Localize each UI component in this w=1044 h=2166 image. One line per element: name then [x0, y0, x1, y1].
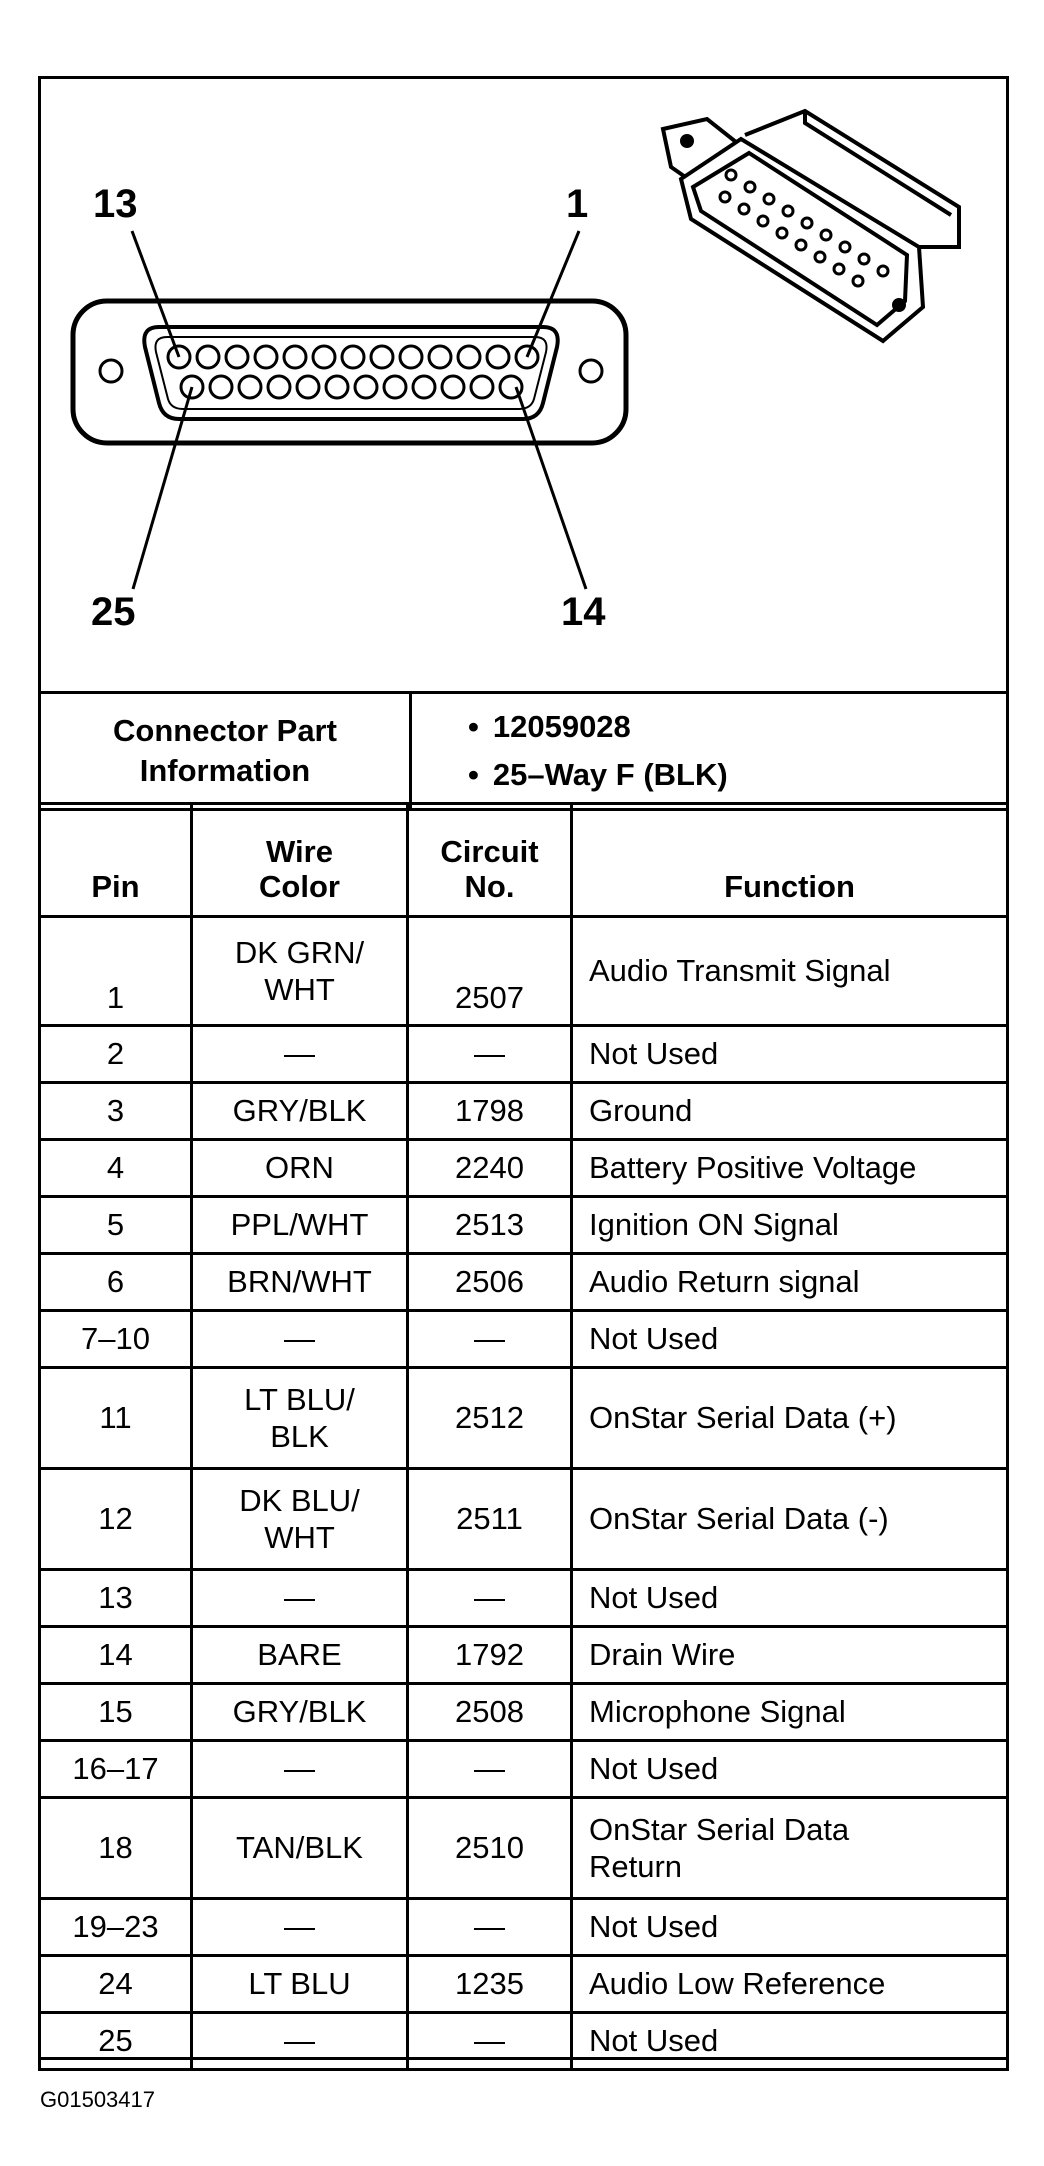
wire-color-cell: GRY/BLK — [192, 1684, 408, 1741]
pin-label-25: 25 — [91, 590, 136, 634]
pin-socket — [487, 346, 509, 368]
circuit-cell: 2240 — [408, 1140, 572, 1197]
function-cell: Not Used — [572, 1026, 1008, 1083]
pin-cell: 12 — [40, 1469, 192, 1570]
connector-info-label — [40, 693, 411, 810]
circuit-cell: — — [408, 2013, 572, 2070]
circuit-cell: 2513 — [408, 1197, 572, 1254]
wire-color-cell: — — [192, 1026, 408, 1083]
leader-line-1 — [527, 231, 579, 357]
table-row — [40, 1083, 1008, 1140]
connector-shell — [73, 301, 626, 443]
pin-socket — [371, 346, 393, 368]
wire-color-line2: BLK — [270, 1419, 329, 1454]
circuit-cell: 1792 — [408, 1627, 572, 1684]
function-cell: Not Used — [572, 1311, 1008, 1368]
pin-cell: 15 — [40, 1684, 192, 1741]
connector-face — [144, 327, 557, 419]
pin-cell: 25 — [40, 2013, 192, 2070]
connector-info-values — [411, 693, 1008, 810]
wire-color-cell: TAN/BLK — [192, 1798, 408, 1899]
connector-diagram — [41, 79, 1006, 691]
pin-socket — [471, 376, 493, 398]
circuit-cell: 2507 — [408, 917, 572, 1026]
circuit-cell: — — [408, 1570, 572, 1627]
pin-cell: 5 — [40, 1197, 192, 1254]
pin-socket — [297, 376, 319, 398]
wire-color-line2: WHT — [264, 1520, 335, 1555]
function-cell: Not Used — [572, 2013, 1008, 2070]
pin-cell: 14 — [40, 1627, 192, 1684]
pin-cell: 13 — [40, 1570, 192, 1627]
circuit-cell: 1235 — [408, 1956, 572, 2013]
wire-color-cell — [192, 1368, 408, 1469]
circuit-cell: — — [408, 1026, 572, 1083]
header-circuit-line1: Circuit — [440, 833, 539, 869]
wire-color-cell — [192, 1469, 408, 1570]
pin-cell: 2 — [40, 1026, 192, 1083]
pin-cell: 1 — [40, 917, 192, 1026]
header-wire-line2: Color — [259, 869, 340, 905]
table-row — [40, 1254, 1008, 1311]
table-row — [40, 917, 1008, 1026]
pin-socket — [384, 376, 406, 398]
pinout-table — [38, 802, 1009, 2071]
table-row — [40, 1741, 1008, 1798]
pin-socket — [313, 346, 335, 368]
function-cell: Drain Wire — [572, 1627, 1008, 1684]
circuit-cell: 2511 — [408, 1469, 572, 1570]
pin-socket — [342, 346, 364, 368]
pin-cell: 18 — [40, 1798, 192, 1899]
pin-cell: 3 — [40, 1083, 192, 1140]
circuit-cell: 2508 — [408, 1684, 572, 1741]
wire-color-line2: WHT — [264, 972, 335, 1007]
pin-socket — [429, 346, 451, 368]
pin-socket — [268, 376, 290, 398]
table-row — [40, 1627, 1008, 1684]
pin-socket — [326, 376, 348, 398]
circuit-cell: 2506 — [408, 1254, 572, 1311]
circuit-cell: 1798 — [408, 1083, 572, 1140]
table-row — [40, 1311, 1008, 1368]
table-row — [40, 1684, 1008, 1741]
table-row — [40, 1368, 1008, 1469]
function-cell — [572, 1798, 1008, 1899]
wire-color-line1: DK GRN/ — [234, 934, 365, 970]
wire-color-cell: LT BLU — [192, 1956, 408, 2013]
function-cell: Audio Return signal — [572, 1254, 1008, 1311]
function-cell: Microphone Signal — [572, 1684, 1008, 1741]
circuit-cell: 2512 — [408, 1368, 572, 1469]
pin-socket — [284, 346, 306, 368]
wire-color-cell: — — [192, 1899, 408, 1956]
figure-id: G01503417 — [40, 2087, 155, 2112]
pin-socket — [442, 376, 464, 398]
wire-color-cell: — — [192, 1741, 408, 1798]
circuit-cell: 2510 — [408, 1798, 572, 1899]
function-line2: Return — [589, 1849, 683, 1884]
wire-color-cell: — — [192, 1311, 408, 1368]
table-row — [40, 1570, 1008, 1627]
pin-cell: 24 — [40, 1956, 192, 2013]
header-pin: Pin — [40, 804, 192, 917]
function-cell: OnStar Serial Data (-) — [572, 1469, 1008, 1570]
pin-socket — [458, 346, 480, 368]
table-row — [40, 1798, 1008, 1899]
pin-cell: 4 — [40, 1140, 192, 1197]
circuit-cell: — — [408, 1741, 572, 1798]
wire-color-cell: PPL/WHT — [192, 1197, 408, 1254]
header-function: Function — [572, 804, 1008, 917]
function-cell: Audio Transmit Signal — [572, 917, 1008, 1026]
table-row — [40, 1026, 1008, 1083]
function-cell: Battery Positive Voltage — [572, 1140, 1008, 1197]
connector-part-number: • 12059028 — [468, 703, 1006, 751]
header-wire-color — [192, 804, 408, 917]
wire-color-cell — [192, 917, 408, 1026]
wire-color-cell: BARE — [192, 1627, 408, 1684]
wire-color-cell: BRN/WHT — [192, 1254, 408, 1311]
pin-socket — [400, 346, 422, 368]
header-circuit-line2: No. — [464, 869, 515, 905]
pin-label-1: 1 — [566, 182, 589, 226]
connector-info-label-line1: Connector Part — [113, 712, 337, 748]
pin-socket — [226, 346, 248, 368]
function-cell: Not Used — [572, 1899, 1008, 1956]
leader-line-25 — [133, 387, 192, 589]
pin-socket — [355, 376, 377, 398]
connector-face-drawing — [41, 79, 1006, 691]
mounting-hole-right — [580, 360, 602, 382]
pin-cell: 16–17 — [40, 1741, 192, 1798]
connector-type: • 25–Way F (BLK) — [468, 751, 1006, 799]
pin-cell: 6 — [40, 1254, 192, 1311]
table-row — [40, 2013, 1008, 2070]
function-cell: Not Used — [572, 1741, 1008, 1798]
connector-figure — [38, 76, 1009, 2060]
pin-label-14: 14 — [561, 590, 606, 634]
pin-label-13: 13 — [93, 182, 138, 226]
pin-cell: 11 — [40, 1368, 192, 1469]
pin-cell: 7–10 — [40, 1311, 192, 1368]
table-row — [40, 1899, 1008, 1956]
function-cell: Ground — [572, 1083, 1008, 1140]
leader-line-14 — [516, 387, 586, 589]
pin-socket — [413, 376, 435, 398]
table-row — [40, 1469, 1008, 1570]
wire-color-cell: ORN — [192, 1140, 408, 1197]
pin-socket — [239, 376, 261, 398]
pin-socket — [210, 376, 232, 398]
function-cell: Ignition ON Signal — [572, 1197, 1008, 1254]
table-row — [40, 1140, 1008, 1197]
pinout-header-row — [40, 804, 1008, 917]
leader-line-13 — [132, 231, 179, 357]
wire-color-cell: — — [192, 2013, 408, 2070]
function-line1: OnStar Serial Data — [589, 1811, 850, 1847]
table-row — [40, 1956, 1008, 2013]
table-row — [40, 1197, 1008, 1254]
wire-color-line1: DK BLU/ — [239, 1482, 360, 1518]
connector-info-label-line2: Information — [139, 753, 311, 788]
connector-info-table — [38, 691, 1009, 811]
wire-color-line1: LT BLU/ — [244, 1381, 355, 1417]
mounting-hole-left — [100, 360, 122, 382]
header-circuit-no — [408, 804, 572, 917]
circuit-cell: — — [408, 1311, 572, 1368]
function-cell: Not Used — [572, 1570, 1008, 1627]
header-wire-line1: Wire — [266, 833, 333, 869]
pin-socket — [255, 346, 277, 368]
function-cell: Audio Low Reference — [572, 1956, 1008, 2013]
circuit-cell: — — [408, 1899, 572, 1956]
pin-cell: 19–23 — [40, 1899, 192, 1956]
pin-sockets — [168, 346, 538, 398]
wire-color-cell: GRY/BLK — [192, 1083, 408, 1140]
function-cell: OnStar Serial Data (+) — [572, 1368, 1008, 1469]
pin-socket — [197, 346, 219, 368]
wire-color-cell: — — [192, 1570, 408, 1627]
